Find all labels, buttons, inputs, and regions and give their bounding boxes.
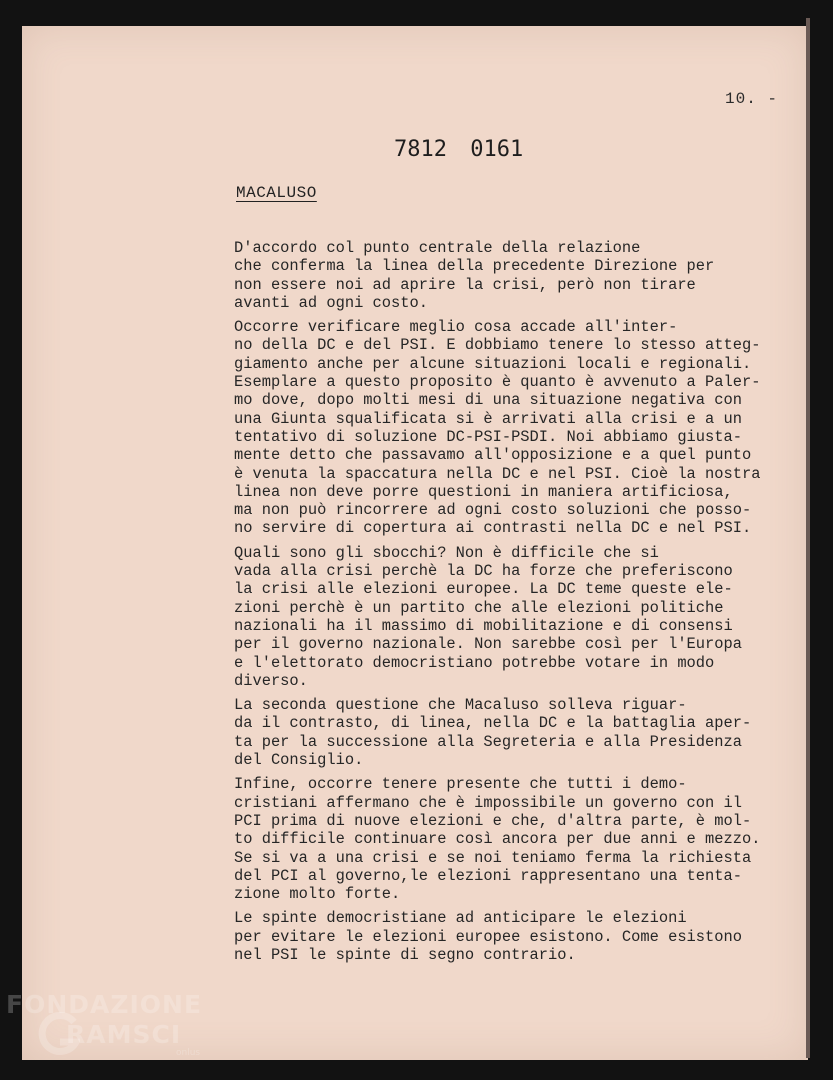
paragraph: Infine, occorre tenere presente che tutti i demo- cristiani affermano che è impossibile un governo con il PCI prima di nuove elezioni e che, d'altra parte, è mol- to difficile continuare così ancora per due anni e mezzo. Se si va a una crisi e se noi teniamo ferma la richiesta del PCI al governo,le elezioni rappresentano una tenta- zione molto forte. <box>234 775 761 904</box>
page-edge <box>806 18 810 1058</box>
paragraph: Le spinte democristiane ad anticipare le elezioni per evitare le elezioni europee esistono. Come esistono nel PSI le spinte di segno contrario. <box>234 909 742 964</box>
paragraph: Quali sono gli sbocchi? Non è difficile che si vada alla crisi perchè la DC ha forze che preferiscono la crisi alle elezioni europee. La DC teme queste ele- zioni perchè è un partito che alle elezioni politiche nazionali ha il massimo di mobilitazione e di consensi per il governo nazionale. Non sarebbe così per l'Europa e l'elettorato democristiano potrebbe votare in modo diverso. <box>234 543 742 690</box>
speaker-heading: MACALUSO <box>236 184 317 202</box>
watermark-line1: FONDAZIONE <box>6 990 203 1019</box>
paragraph: D'accordo col punto centrale della relazione che conferma la linea della precedente Direzione per non essere noi ad aprire la crisi, però non tirare avanti ad ogni costo. <box>234 239 715 312</box>
watermark-line2: RAMSCI <box>66 1020 182 1049</box>
document-body <box>234 239 794 970</box>
watermark-sub: onlus <box>176 1048 201 1058</box>
paragraph: La seconda questione che Macaluso solleva riguar- da il contrasto, di linea, nella DC e la battaglia aper- ta per la successione alla Segreteria e alla Presidenza del Consiglio. <box>234 696 752 770</box>
fondazione-gramsci-watermark <box>6 990 216 1060</box>
document-code: 7812 0161 <box>394 137 524 162</box>
page-number: 10. - <box>725 90 779 108</box>
paragraph: Occorre verificare meglio cosa accade all'inter- no della DC e del PSI. E dobbiamo tenere lo stesso atteg- giamento anche per alcune situazioni locali e regionali. Esemplare a questo proposito è quanto è avvenuto a Paler- mo dove, dopo molti mesi di una situazione negativa con una Giunta squalificata si è arrivati alla crisi e a un tentativo di soluzione DC-PSI-PSDI. Noi abbiamo giusta- mente detto che passavamo all'opposizione e a quel punto è venuta la spaccatura nella DC e nel PSI. Cioè la nostra linea non deve porre questioni in maniera artificiosa, ma non può rincorrere ad ogni costo soluzioni che posso- no servire di copertura ai contrasti nella DC e nel PSI. <box>234 318 761 538</box>
